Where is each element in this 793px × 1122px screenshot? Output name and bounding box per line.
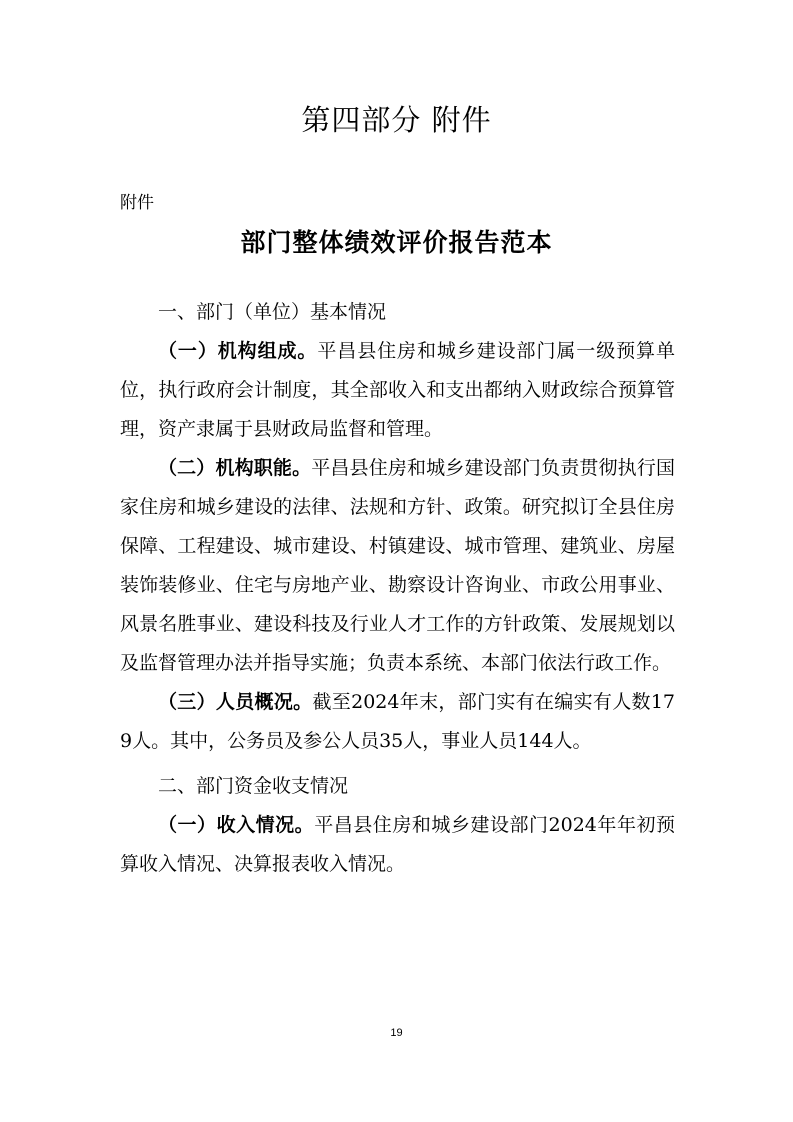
attachment-label: 附件 (120, 193, 154, 213)
part-title: 第四部分 附件 (301, 103, 492, 137)
paragraph-lead: （三）人员概况。 (158, 691, 313, 713)
paragraph-text: 平昌县住房和城乡建设部门负责贯彻执行国家住房和城乡建设的法律、法规和方针、政策。研究拟订全县住房保障、工程建设、城市建设、村镇建设、城市管理、建筑业、房屋装饰装修业、住宅与房地产业、勘察设计咨询业、市政公用事业、风景名胜事业、建设科技及行业人才工作的方针政策、发展规划以及监督管理办法并指导实施；负责本系统、本部门依法行政工作。 (120, 457, 675, 674)
paragraph-lead: （一）收入情况。 (158, 814, 315, 836)
paragraph-text: 平昌县住房和城乡建设部门2024年年初预算收入情况、决算报表收入情况。 (120, 814, 675, 875)
paragraph-organization (120, 332, 675, 449)
paragraph-personnel (120, 683, 675, 761)
paragraph-text: 截至2024年末，部门实有在编实有人数179人。其中，公务员及参公人员35人，事业人员144人。 (120, 691, 675, 752)
document-body (120, 293, 675, 884)
document-title: 部门整体绩效评价报告范本 (240, 228, 553, 257)
paragraph-income (120, 806, 675, 884)
paragraph-text: 平昌县住房和城乡建设部门属一级预算单位，执行政府会计制度，其全部收入和支出都纳入财政综合预算管理，资产隶属于县财政局监督和管理。 (120, 340, 675, 440)
section-2-heading: 二、部门资金收支情况 (158, 775, 349, 797)
page-number: 19 (390, 1027, 403, 1039)
section-1-heading: 一、部门（单位）基本情况 (158, 301, 387, 323)
paragraph-functions (120, 449, 675, 683)
paragraph-lead: （一）机构组成。 (158, 340, 318, 362)
paragraph-lead: （二）机构职能。 (158, 457, 312, 479)
